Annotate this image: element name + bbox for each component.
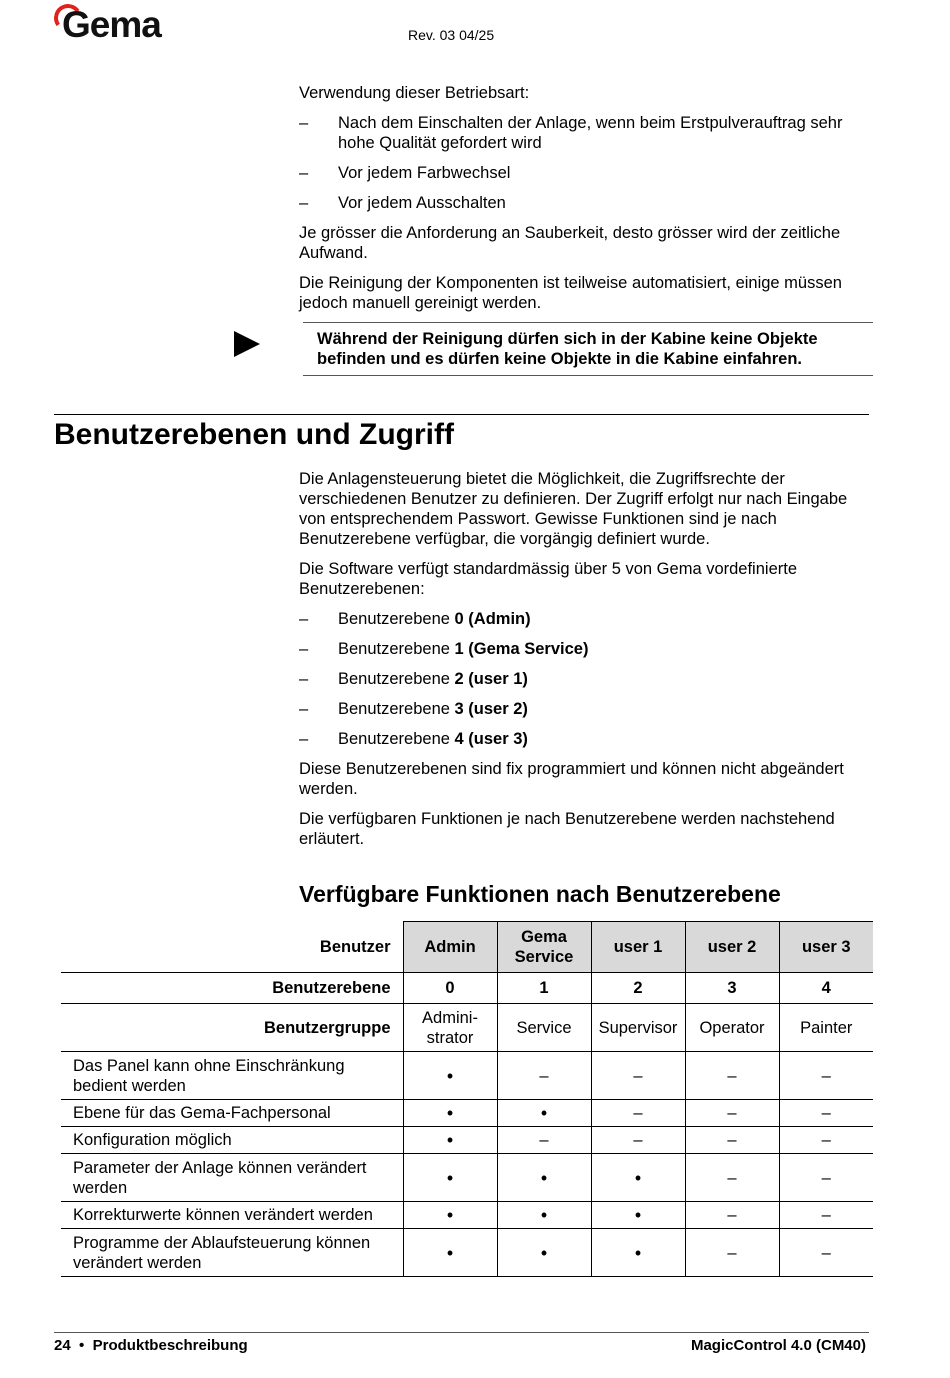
table-cell: • xyxy=(403,1052,497,1100)
logo-text: Gema xyxy=(62,4,161,45)
functions-table xyxy=(61,921,873,1277)
table-cell: • xyxy=(403,1127,497,1154)
table-cell: – xyxy=(591,1127,685,1154)
table-cell: • xyxy=(497,1100,591,1127)
table-cell: – xyxy=(685,1052,779,1100)
paragraph: Die Anlagensteuerung bietet die Möglichkeit, die Zugriffsrechte der verschiedenen Benutzer zu definieren. Der Zugriff erfolgt nur nach Eingabe von entsprechendem Passwort. Gewisse Funktionen sind je nach Benutzerebene verfügbar, die vorgängig definiert wurde. xyxy=(299,470,848,548)
function-label: Das Panel kann ohne Einschränkung bedient werden xyxy=(61,1052,403,1100)
list-item: – Benutzerebene 0 (Admin) xyxy=(299,610,531,628)
table-cell: 4 xyxy=(779,973,873,1004)
table-cell: 1 xyxy=(497,973,591,1004)
section-title: Benutzerebenen und Zugriff xyxy=(54,418,454,451)
table-cell: • xyxy=(497,1154,591,1202)
table-row xyxy=(61,1154,873,1202)
function-label: Parameter der Anlage können verändert werden xyxy=(61,1154,403,1202)
footer-bullet: • xyxy=(79,1337,85,1354)
table-cell: – xyxy=(591,1100,685,1127)
table-cell: 2 xyxy=(591,973,685,1004)
table-cell: – xyxy=(685,1100,779,1127)
section-rule xyxy=(54,414,869,415)
warning-arrow-icon xyxy=(234,331,260,357)
table-header-cell: user 2 xyxy=(685,922,779,973)
table-cell: – xyxy=(779,1127,873,1154)
table-cell: • xyxy=(591,1154,685,1202)
gema-logo xyxy=(54,4,164,44)
warning-note: Während der Reinigung dürfen sich in der Kabine keine Objekte befinden und es dürfen keine Objekte in die Kabine einfahren. xyxy=(303,322,873,376)
list-item: – Benutzerebene 1 (Gema Service) xyxy=(299,640,589,658)
table-cell: Service xyxy=(497,1004,591,1052)
table-cell: • xyxy=(591,1229,685,1277)
table-cell: – xyxy=(685,1127,779,1154)
table-cell: • xyxy=(591,1202,685,1229)
list-item: – Vor jedem Farbwechsel xyxy=(299,164,511,182)
usage-label: Verwendung dieser Betriebsart: xyxy=(299,84,530,102)
footer-rule xyxy=(54,1332,869,1333)
table-row xyxy=(61,1127,873,1154)
table-cell: – xyxy=(779,1229,873,1277)
table-row xyxy=(61,1229,873,1277)
footer-left xyxy=(54,1337,248,1354)
intro-block xyxy=(299,83,871,323)
chapter-name: Produktbeschreibung xyxy=(92,1337,248,1354)
table-row xyxy=(61,1052,873,1100)
table-cell: – xyxy=(685,1154,779,1202)
table-cell: – xyxy=(591,1052,685,1100)
table-cell: • xyxy=(403,1154,497,1202)
table-cell: – xyxy=(779,1052,873,1100)
table-cell: Operator xyxy=(685,1004,779,1052)
table-cell: • xyxy=(497,1202,591,1229)
section-body xyxy=(299,469,871,859)
table-header-cell: Gema Service xyxy=(497,922,591,973)
table-cell: 0 xyxy=(403,973,497,1004)
revision-label: Rev. 03 04/25 xyxy=(408,27,495,43)
table-row xyxy=(61,1202,873,1229)
paragraph: Die Reinigung der Komponenten ist teilweise automatisiert, einige müssen jedoch manuell gereinigt werden. xyxy=(299,274,842,312)
table-header-cell: user 1 xyxy=(591,922,685,973)
list-item: – Benutzerebene 2 (user 1) xyxy=(299,670,528,688)
function-label: Korrekturwerte können verändert werden xyxy=(61,1202,403,1229)
table-row xyxy=(61,973,873,1004)
table-label-user: Benutzer xyxy=(319,937,391,956)
table-cell: – xyxy=(685,1202,779,1229)
function-label: Ebene für das Gema-Fachpersonal xyxy=(61,1100,403,1127)
table-label-group: Benutzergruppe xyxy=(61,1004,403,1052)
functions-title: Verfügbare Funktionen nach Benutzerebene xyxy=(299,881,781,907)
table-header-cell: user 3 xyxy=(779,922,873,973)
table-cell: – xyxy=(779,1154,873,1202)
list-item: – Benutzerebene 4 (user 3) xyxy=(299,730,528,748)
table-cell: – xyxy=(779,1100,873,1127)
table-cell: • xyxy=(403,1100,497,1127)
table-cell: – xyxy=(685,1229,779,1277)
table-label-level: Benutzerebene xyxy=(61,973,403,1004)
list-item: – Benutzerebene 3 (user 2) xyxy=(299,700,528,718)
table-cell: Painter xyxy=(779,1004,873,1052)
product-name: MagicControl 4.0 (CM40) xyxy=(690,1337,866,1354)
list-item: – Vor jedem Ausschalten xyxy=(299,194,506,212)
page-number: 24 xyxy=(54,1337,71,1354)
table-cell: – xyxy=(779,1202,873,1229)
table-cell: • xyxy=(403,1229,497,1277)
table-row xyxy=(61,922,873,973)
table-header-cell: Admin xyxy=(403,922,497,973)
table-row xyxy=(61,1004,873,1052)
table-cell: • xyxy=(403,1202,497,1229)
table-cell: – xyxy=(497,1127,591,1154)
paragraph: Je grösser die Anforderung an Sauberkeit, desto grösser wird der zeitliche Aufwand. xyxy=(299,224,841,262)
table-cell: 3 xyxy=(685,973,779,1004)
table-row xyxy=(61,1100,873,1127)
paragraph: Die Software verfügt standardmässig über 5 von Gema vordefinierte Benutzerebenen: xyxy=(299,560,797,598)
table-cell: Admini-strator xyxy=(403,1004,497,1052)
table-cell: Supervisor xyxy=(591,1004,685,1052)
paragraph: Die verfügbaren Funktionen je nach Benutzerebene werden nachstehend erläutert. xyxy=(299,810,835,848)
function-label: Programme der Ablaufsteuerung können verändert werden xyxy=(61,1229,403,1277)
function-label: Konfiguration möglich xyxy=(61,1127,403,1154)
list-item: – Nach dem Einschalten der Anlage, wenn beim Erstpulverauftrag sehr hohe Qualität gefordert wird xyxy=(299,114,843,152)
table-cell: • xyxy=(497,1229,591,1277)
paragraph: Diese Benutzerebenen sind fix programmiert und können nicht abgeändert werden. xyxy=(299,760,844,798)
table-cell: – xyxy=(497,1052,591,1100)
